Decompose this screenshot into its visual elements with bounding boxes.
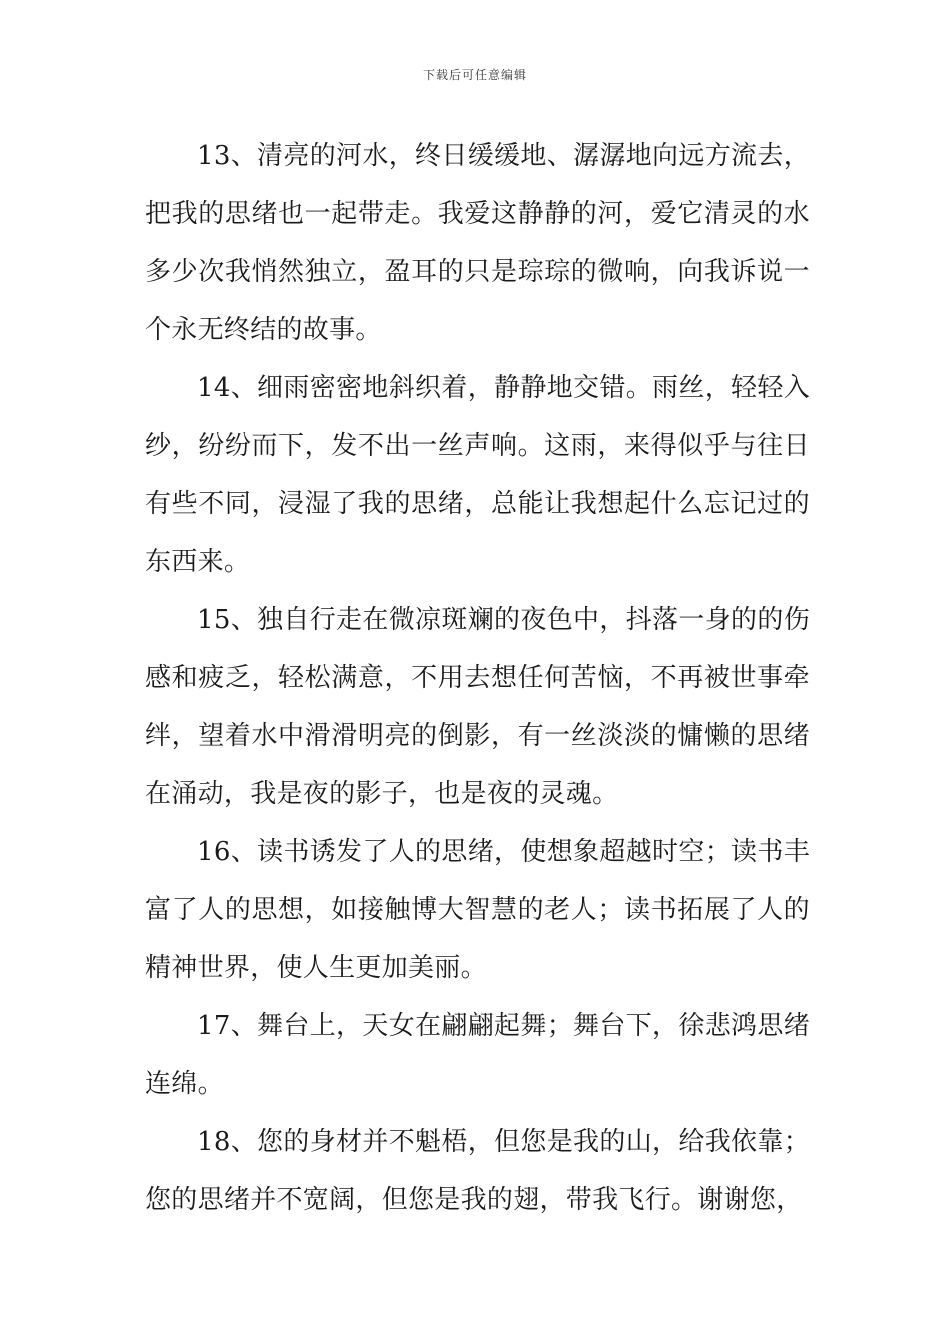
paragraph-14: 14、细雨密密地斜织着，静静地交错。雨丝，轻轻入纱，纷纷而下，发不出一丝声响。这雨，来得似乎与往日有些不同，浸湿了我的思绪，总能让我想起什么忘记过的东西来。 [145,373,810,577]
paragraph-17: 17、舞台上，天女在翩翩起舞；舞台下，徐悲鸿思绪连绵。 [145,1011,810,1099]
paragraph-13: 13、清亮的河水，终日缓缓地、潺潺地向远方流去，把我的思绪也一起带走。我爱这静静的河，爱它清灵的水多少次我悄然独立，盈耳的只是琮琮的微响，向我诉说一个永无终结的故事。 [145,141,810,345]
paragraph-15: 15、独自行走在微凉斑斓的夜色中，抖落一身的的伤感和疲乏，轻松满意，不用去想任何苦恼，不再被世事牵绊，望着水中滑滑明亮的倒影，有一丝淡淡的慵懒的思绪在涌动，我是夜的影子，也是夜的灵魂。 [145,605,810,809]
paragraph-18: 18、您的身材并不魁梧，但您是我的山，给我依靠；您的思绪并不宽阔，但您是我的翅，带我飞行。谢谢您， [145,1127,810,1215]
header-note: 下载后可任意编辑 [422,68,527,82]
paragraph-16: 16、读书诱发了人的思绪，使想象超越时空；读书丰富了人的思想，如接触博大智慧的老人；读书拓展了人的精神世界，使人生更加美丽。 [145,837,810,983]
body-text [145,127,810,1229]
